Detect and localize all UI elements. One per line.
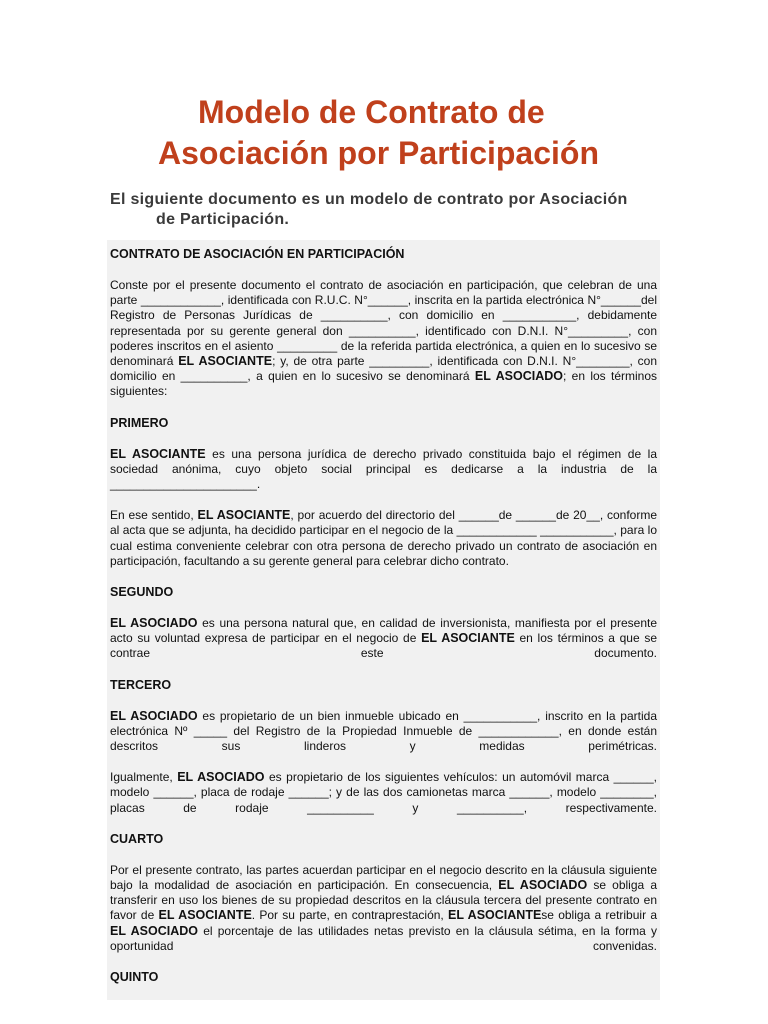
tercero-p1-bold-1: EL ASOCIADO <box>110 708 198 723</box>
section-heading-segundo: SEGUNDO <box>110 585 174 600</box>
primero-paragraph-1 <box>110 447 657 493</box>
contract-heading: CONTRATO DE ASOCIACIÓN EN PARTICIPACIÓN <box>110 247 405 261</box>
primero-p1-text-1: es una persona jurídica de derecho privado constituida bajo el régimen de la sociedad anónima, cuyo objeto social principal es dedicarse a la industria de la ______________________. <box>110 446 658 492</box>
segundo-p1-bold-2: EL ASOCIANTE <box>421 631 515 646</box>
primero-p2-bold-1: EL ASOCIANTE <box>197 508 291 523</box>
subtitle-line-1: El siguiente documento es un modelo de contrato por Asociación <box>110 191 628 208</box>
segundo-p1-bold-1: EL ASOCIADO <box>110 616 198 631</box>
section-heading-tercero: TERCERO <box>110 677 172 692</box>
intro-paragraph <box>110 278 657 400</box>
document-subtitle <box>110 190 658 230</box>
tercero-p2-text-1: Igualmente, <box>110 770 178 785</box>
segundo-p1-text-1: es una persona natural que, en calidad de inversionista, manifiesta por el presente acto su voluntad expresa de participar en el negocio de <box>110 616 657 646</box>
subtitle-line-2: de Participación. <box>156 211 290 228</box>
contract-body <box>107 240 660 1000</box>
primero-p2-text-1: En ese sentido, <box>110 508 198 523</box>
section-heading-cuarto: CUARTO <box>110 831 164 846</box>
intro-bold-asociado: EL ASOCIADO <box>474 369 563 384</box>
primero-p1-bold-1: EL ASOCIANTE <box>110 446 206 461</box>
cuarto-p1-bold-2: EL ASOCIANTE <box>158 908 252 923</box>
tercero-p2-text-2: es propietario de los siguientes vehículos: un automóvil marca ______, modelo ______, placa de rodaje ______; y de las dos camionetas marca ______, modelo ________, placas de rodaje __________ y __________, respectivamente. <box>110 770 658 815</box>
intro-text-1: Conste por el presente documento el contrato de asociación en participación, que celebran de una parte ____________, identificada con R.U.C. N°______, inscrita en la partida electrónica N°______del Registro de Personas Jurídicas de __________, con domicilio en ___________, debidamente representada por su gerente general don __________, identificado con D.N.I. N°_________, con poderes inscritos en el asiento _________ de la referida partida electrónica, a quien en lo sucesivo se denominará <box>110 278 657 369</box>
tercero-p2-bold-1: EL ASOCIADO <box>177 770 265 785</box>
cuarto-p1-text-5: el porcentaje de las utilidades netas previsto en la cláusula sétima, en la forma y oportunidad convenidas. <box>110 923 657 953</box>
segundo-p1-text-2: en los términos a que se contrae este documento. <box>110 631 658 661</box>
cuarto-p1-text-1: Por el presente contrato, las partes acuerdan participar en el negocio descrito en la cláusula siguiente bajo la modalidad de asociación en participación. En consecuencia, <box>110 862 657 893</box>
tercero-paragraph-2 <box>110 770 657 816</box>
section-heading-quinto: QUINTO <box>110 970 159 985</box>
tercero-paragraph-1 <box>110 709 657 755</box>
primero-paragraph-2 <box>110 508 657 569</box>
intro-text-3: ; en los términos siguientes: <box>110 369 658 399</box>
cuarto-p1-text-3: . Por su parte, en contraprestación, <box>251 908 449 923</box>
document-title <box>158 92 718 174</box>
intro-text-2: ; y, de otra parte _________, identificada con D.N.I. N°________, con domicilio en __________, a quien en lo sucesivo se denominará <box>110 354 658 384</box>
segundo-paragraph-1 <box>110 616 657 662</box>
cuarto-p1-text-4: se obliga a retribuir a <box>541 908 657 923</box>
cuarto-paragraph-1 <box>110 863 657 954</box>
primero-p2-text-2: , por acuerdo del directorio del ______de ______de 20__, conforme al acta que se adjunta, ha decidido participar en el negocio de la ____________ ___________, para lo cual estima conveniente celebrar con otra persona de derecho privado un contrato de asociación en participación, facultando a su gerente general para celebrar dicho contrato. <box>110 508 657 568</box>
cuarto-p1-bold-4: EL ASOCIADO <box>110 923 198 938</box>
cuarto-p1-bold-1: EL ASOCIADO <box>498 878 588 893</box>
title-line-1: Modelo de Contrato de <box>198 94 545 130</box>
section-heading-primero: PRIMERO <box>110 415 169 430</box>
cuarto-p1-text-2: se obliga a transferir en uso los bienes de su propiedad descritos en la cláusula tercera del presente contrato en favor de <box>110 878 657 923</box>
tercero-p1-text-1: es propietario de un bien inmueble ubicado en ___________, inscrito en la partida electrónica Nº _____ del Registro de la Propiedad Inmueble de ____________, en donde están descritos sus linderos y medidas perimétricas. <box>110 708 657 754</box>
title-line-2: Asociación por Participación <box>158 135 599 171</box>
intro-bold-asociante: EL ASOCIANTE <box>178 354 273 369</box>
cuarto-p1-bold-3: EL ASOCIANTE <box>448 908 542 923</box>
